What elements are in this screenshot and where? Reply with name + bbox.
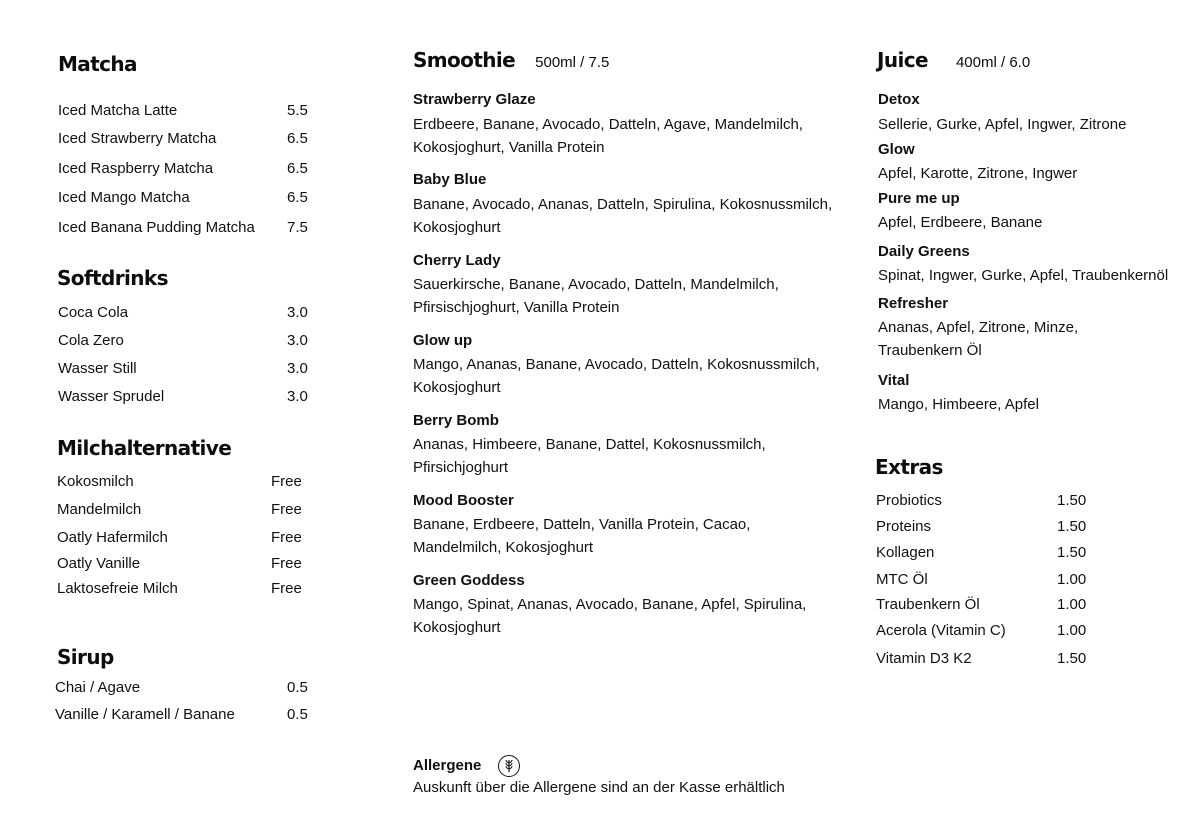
item-name: MTC Öl xyxy=(876,571,928,588)
item-name: Iced Mango Matcha xyxy=(58,189,190,206)
drink-ingredients xyxy=(878,393,1039,416)
drink-name: Vital xyxy=(878,372,910,389)
item-price: Free xyxy=(271,555,302,572)
drink-ingredients xyxy=(413,273,779,319)
item-name: Traubenkern Öl xyxy=(876,596,980,613)
wheat-icon xyxy=(498,755,520,777)
item-price: Free xyxy=(271,473,302,490)
item-name: Kollagen xyxy=(876,544,935,561)
ingredient-line: Mandelmilch, Kokosjoghurt xyxy=(413,539,594,556)
drink-name: Detox xyxy=(878,91,920,108)
extras-heading: Extras xyxy=(875,455,943,479)
drink-ingredients xyxy=(413,513,750,559)
ingredient-line: Apfel, Karotte, Zitrone, Ingwer xyxy=(878,165,1078,182)
smoothie-title: Smoothie xyxy=(413,48,516,72)
item-name: Wasser Still xyxy=(58,360,137,377)
drink-name: Mood Booster xyxy=(413,492,514,509)
item-price: 6.5 xyxy=(287,130,308,147)
juice-size-price: 400ml / 6.0 xyxy=(955,54,1031,71)
item-name: Oatly Vanille xyxy=(57,555,141,572)
ingredient-line: Sellerie, Gurke, Apfel, Ingwer, Zitrone xyxy=(878,116,1127,133)
sirup-heading: Sirup xyxy=(57,645,114,669)
item-name: Iced Strawberry Matcha xyxy=(58,130,217,147)
item-price: 7.5 xyxy=(287,219,308,236)
item-price: 3.0 xyxy=(287,388,308,405)
drink-name: Cherry Lady xyxy=(413,252,501,269)
ingredient-line: Kokosjoghurt xyxy=(413,219,501,236)
item-name: Iced Raspberry Matcha xyxy=(58,160,214,177)
item-name: Wasser Sprudel xyxy=(58,388,165,405)
drink-name: Berry Bomb xyxy=(413,412,499,429)
item-name: Oatly Hafermilch xyxy=(57,529,168,546)
item-price: 0.5 xyxy=(287,706,308,723)
drink-name: Baby Blue xyxy=(413,171,487,188)
juice-heading xyxy=(877,48,1030,72)
item-price: 3.0 xyxy=(287,332,308,349)
drink-name: Pure me up xyxy=(878,190,960,207)
drink-ingredients xyxy=(878,162,1077,185)
item-price: Free xyxy=(271,529,302,546)
drink-ingredients xyxy=(878,113,1126,136)
drink-ingredients xyxy=(413,193,832,239)
item-name: Proteins xyxy=(876,518,932,535)
drink-name: Glow up xyxy=(413,332,473,349)
item-name: Coca Cola xyxy=(58,304,129,321)
drink-name: Glow xyxy=(878,141,915,158)
item-name: Iced Banana Pudding Matcha xyxy=(58,219,255,236)
drink-ingredients xyxy=(413,353,820,399)
item-price: Free xyxy=(271,501,302,518)
smoothie-size-price: 500ml / 7.5 xyxy=(535,54,610,71)
ingredient-line: Sauerkirsche, Banane, Avocado, Datteln, Mandelmilch, xyxy=(413,276,779,293)
item-price: 1.00 xyxy=(1057,596,1087,613)
ingredient-line: Apfel, Erdbeere, Banane xyxy=(878,214,1043,231)
item-name: Cola Zero xyxy=(58,332,124,349)
drink-ingredients xyxy=(413,593,806,639)
item-name: Chai / Agave xyxy=(55,679,141,696)
item-price: 5.5 xyxy=(287,102,308,119)
milchalternative-heading: Milchalternative xyxy=(57,436,232,460)
item-price: 1.00 xyxy=(1057,622,1087,639)
drink-name: Daily Greens xyxy=(878,243,970,260)
drink-ingredients xyxy=(878,316,1078,362)
item-price: 1.50 xyxy=(1057,544,1087,561)
juice-title: Juice xyxy=(877,48,928,72)
ingredient-line: Traubenkern Öl xyxy=(878,342,982,359)
ingredient-line: Pfirsischjoghurt, Vanilla Protein xyxy=(413,299,620,316)
ingredient-line: Banane, Erdbeere, Datteln, Vanilla Protein, Cacao, xyxy=(413,516,751,533)
drink-ingredients xyxy=(878,264,1168,287)
item-price: 1.50 xyxy=(1057,518,1087,535)
ingredient-line: Pfirsichjoghurt xyxy=(413,459,509,476)
item-price: Free xyxy=(271,580,302,597)
allergen-title: Allergene xyxy=(413,756,482,774)
item-price: 0.5 xyxy=(287,679,308,696)
softdrinks-heading: Softdrinks xyxy=(57,266,168,290)
item-price: 3.0 xyxy=(287,304,308,321)
allergen-note xyxy=(413,755,785,796)
ingredient-line: Erdbeere, Banane, Avocado, Datteln, Agave, Mandelmilch, xyxy=(413,116,803,133)
item-price: 3.0 xyxy=(287,360,308,377)
ingredient-line: Spinat, Ingwer, Gurke, Apfel, Traubenkernöl xyxy=(878,267,1169,284)
item-price: 6.5 xyxy=(287,160,308,177)
item-name: Mandelmilch xyxy=(57,501,142,518)
item-name: Acerola (Vitamin C) xyxy=(876,622,1006,639)
item-price: 1.00 xyxy=(1057,571,1087,588)
item-price: 1.50 xyxy=(1057,650,1087,667)
drink-name: Strawberry Glaze xyxy=(413,91,536,108)
ingredient-line: Mango, Spinat, Ananas, Avocado, Banane, Apfel, Spirulina, xyxy=(413,596,807,613)
allergen-text: Auskunft über die Allergene sind an der Kasse erhältlich xyxy=(413,779,785,796)
item-name: Laktosefreie Milch xyxy=(57,580,178,597)
drink-name: Refresher xyxy=(878,295,949,312)
smoothie-heading xyxy=(413,48,609,72)
ingredient-line: Mango, Himbeere, Apfel xyxy=(878,396,1039,413)
item-name: Kokosmilch xyxy=(57,473,134,490)
matcha-heading: Matcha xyxy=(58,52,137,76)
ingredient-line: Banane, Avocado, Ananas, Datteln, Spirulina, Kokosnussmilch, xyxy=(413,196,833,213)
ingredient-line: Kokosjoghurt, Vanilla Protein xyxy=(413,139,605,156)
item-price: 6.5 xyxy=(287,189,308,206)
drink-ingredients xyxy=(878,211,1042,234)
item-name: Vitamin D3 K2 xyxy=(876,650,972,667)
ingredient-line: Ananas, Apfel, Zitrone, Minze, xyxy=(878,319,1079,336)
item-name: Vanille / Karamell / Banane xyxy=(55,706,235,723)
ingredient-line: Mango, Ananas, Banane, Avocado, Datteln, Kokosnussmilch, xyxy=(413,356,820,373)
item-name: Probiotics xyxy=(876,492,942,509)
drink-ingredients xyxy=(413,113,803,159)
ingredient-line: Kokosjoghurt xyxy=(413,379,501,396)
item-name: Iced Matcha Latte xyxy=(58,102,178,119)
item-price: 1.50 xyxy=(1057,492,1087,509)
drink-name: Green Goddess xyxy=(413,572,525,589)
ingredient-line: Ananas, Himbeere, Banane, Dattel, Kokosnussmilch, xyxy=(413,436,766,453)
ingredient-line: Kokosjoghurt xyxy=(413,619,501,636)
drink-ingredients xyxy=(413,433,766,479)
